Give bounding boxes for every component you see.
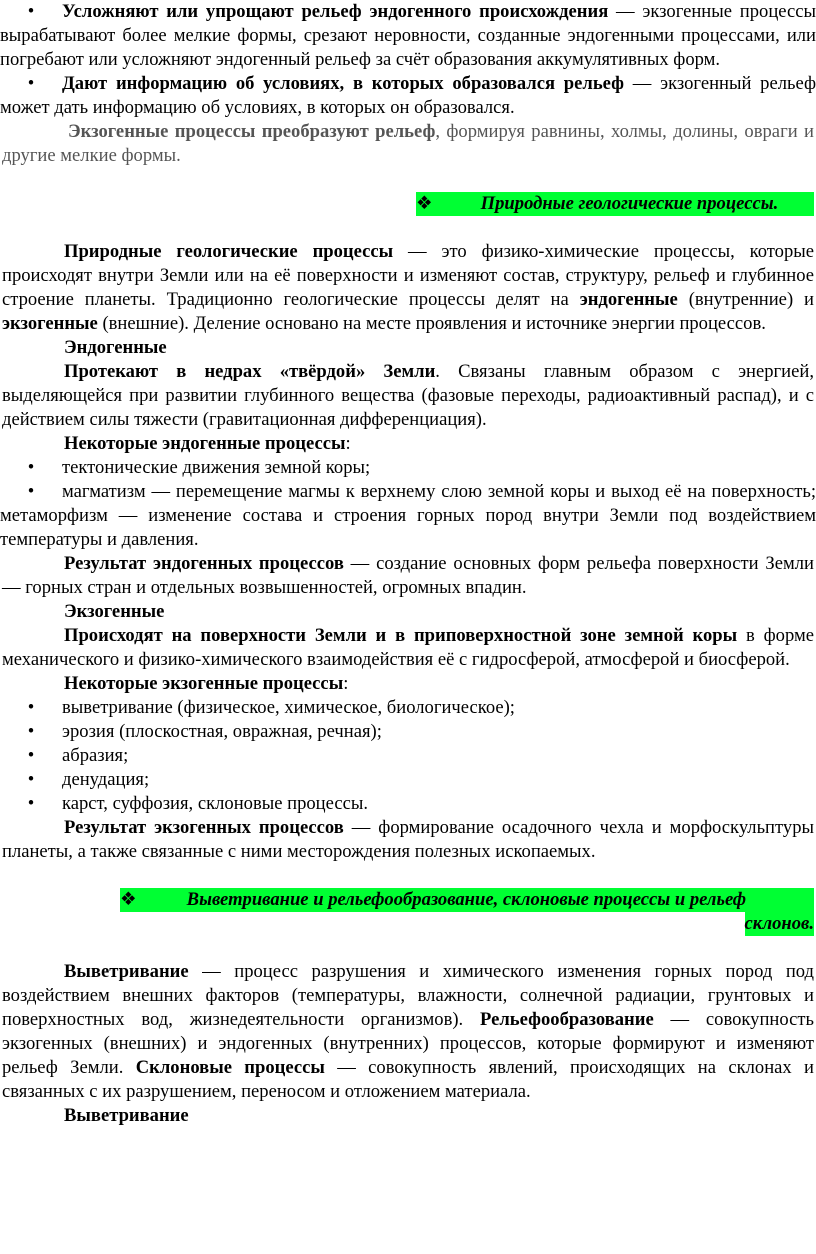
bold-lead: Экзогенные процессы преобразуют рельеф bbox=[68, 121, 436, 142]
list-item bbox=[0, 696, 816, 720]
paragraph-text: (внутренние) и bbox=[677, 289, 814, 310]
paragraph-text: : bbox=[343, 673, 349, 694]
paragraph-text: — экзогенные процессы вырабатывают более мелкие формы, срезают неровности, созданные эндогенными процессами, или погребают или усложняют эндогенный рельеф за счёт образования аккумулятивных форм. bbox=[0, 1, 816, 70]
subheading-text: Эндогенные bbox=[64, 337, 167, 358]
paragraph-text: . Связаны главным образом с энергией, выделяющейся при развитии глубинного вещества (фазовые переходы, радиоактивный распад), и с действием силы тяжести (гравитационная дифференциация). bbox=[2, 361, 814, 430]
paragraph-text: — экзогенный рельеф может дать информацию об условиях, в которых он образовался. bbox=[0, 73, 816, 118]
bold-lead: Некоторые эндогенные процессы bbox=[64, 433, 346, 454]
bold-term: эндогенные bbox=[579, 289, 678, 310]
bullet-dot-icon: • bbox=[27, 481, 35, 502]
endogenous-list-title bbox=[0, 432, 816, 456]
bullet-paragraph bbox=[0, 0, 816, 72]
heading-text: Природные геологические процессы. bbox=[480, 193, 779, 214]
grey-paragraph bbox=[0, 120, 816, 168]
paragraph-text: в форме механического и физико-химического взаимодействия её с гидросферой, атмосферой и биосферой. bbox=[2, 625, 814, 670]
list-item bbox=[0, 456, 816, 480]
section-heading bbox=[0, 888, 816, 936]
list-item-text: магматизм — перемещение магмы к верхнему слою земной коры и выход её на поверхность; метаморфизм — изменение состава и строения горных пород внутри Земли под воздействием температуры и давления. bbox=[0, 481, 816, 550]
bullet-dot-icon: • bbox=[27, 1, 35, 22]
exogenous-list-title bbox=[0, 672, 816, 696]
list-item-text: тектонические движения земной коры; bbox=[62, 457, 371, 478]
list-item-text: абразия; bbox=[62, 745, 129, 766]
paragraph-text: — процесс разрушения и химического изменения горных пород под воздействием внешних факторов (температуры, влажности, солнечной радиации, грунтовых и поверхностных вод, жизнедеятельности организмов). bbox=[2, 961, 814, 1030]
paragraph-text: — совокупность явлений, происходящих на склонах и связанных с их разрушением, переносом и отложением материала. bbox=[2, 1057, 814, 1102]
paragraph-text: , формируя равнины, холмы, долины, овраги и другие мелкие формы. bbox=[2, 121, 814, 166]
exogenous-result bbox=[0, 816, 816, 864]
heading-text: Выветривание и рельефообразование, склоновые процессы и рельеф bbox=[186, 889, 747, 910]
list-item bbox=[0, 744, 816, 768]
bold-term: Выветривание bbox=[64, 961, 189, 982]
bold-term: Природные геологические процессы bbox=[64, 241, 394, 262]
subheading-text: Экзогенные bbox=[64, 601, 165, 622]
diamond-bullet-icon: ❖ bbox=[120, 889, 137, 910]
bold-lead: Дают информацию об условиях, в которых образовался рельеф bbox=[62, 73, 625, 94]
bold-term: Рельефообразование bbox=[480, 1009, 654, 1030]
subheading-endogenous bbox=[0, 336, 816, 360]
paragraph-text: — это физико-химические процессы, которые происходят внутри Земли или на её поверхности и изменяют состав, структуру, рельеф и глубинное строение планеты. Традиционно геологические процессы делят на bbox=[2, 241, 814, 310]
exogenous-paragraph bbox=[0, 624, 816, 672]
paragraph-text: (внешние). Деление основано на месте проявления и источнике энергии процессов. bbox=[97, 313, 766, 334]
list-item bbox=[0, 720, 816, 744]
paragraph-text: — формирование осадочного чехла и морфоскульптуры планеты, а также связанные с ними месторождения полезных ископаемых. bbox=[2, 817, 814, 862]
list-item bbox=[0, 480, 816, 552]
section-heading bbox=[0, 192, 816, 216]
intro-paragraph bbox=[0, 240, 816, 336]
heading-highlight bbox=[416, 192, 814, 216]
subheading-exogenous bbox=[0, 600, 816, 624]
paragraph-text: — создание основных форм рельефа поверхности Земли — горных стран и отдельных возвышенностей, огромных впадин. bbox=[2, 553, 814, 598]
diamond-bullet-icon: ❖ bbox=[416, 193, 433, 214]
paragraph-text: : bbox=[345, 433, 351, 454]
list-item-text: денудация; bbox=[62, 769, 150, 790]
bullet-dot-icon: • bbox=[27, 745, 35, 766]
paragraph-text: — совокупность экзогенных (внешних) и эндогенных (внутренних) процессов, которые формируют и изменяют рельеф Земли. bbox=[2, 1009, 814, 1078]
subheading-text: Выветривание bbox=[64, 1105, 189, 1126]
bullet-paragraph bbox=[0, 72, 816, 120]
weathering-paragraph bbox=[0, 960, 816, 1104]
list-item-text: карст, суффозия, склоновые процессы. bbox=[62, 793, 368, 814]
bullet-dot-icon: • bbox=[27, 769, 35, 790]
bold-term: экзогенные bbox=[2, 313, 98, 334]
bullet-dot-icon: • bbox=[27, 73, 35, 94]
bold-lead: Некоторые экзогенные процессы bbox=[64, 673, 344, 694]
bold-lead: Происходят на поверхности Земли и в приповерхностной зоне земной коры bbox=[64, 625, 738, 646]
list-item-text: эрозия (плоскостная, овражная, речная); bbox=[62, 721, 382, 742]
endogenous-result bbox=[0, 552, 816, 600]
bullet-dot-icon: • bbox=[27, 457, 35, 478]
heading-highlight-line2: склонов. bbox=[744, 913, 814, 934]
bold-lead: Результат экзогенных процессов bbox=[64, 817, 344, 838]
bold-lead: Протекают в недрах «твёрдой» Земли bbox=[64, 361, 436, 382]
bold-lead: Результат эндогенных процессов bbox=[64, 553, 344, 574]
subheading-weathering bbox=[0, 1104, 816, 1128]
list-item bbox=[0, 792, 816, 816]
bullet-dot-icon: • bbox=[27, 697, 35, 718]
bullet-dot-icon: • bbox=[27, 721, 35, 742]
list-item-text: выветривание (физическое, химическое, биологическое); bbox=[62, 697, 515, 718]
list-item bbox=[0, 768, 816, 792]
bold-term: Склоновые процессы bbox=[135, 1057, 325, 1078]
bold-lead: Усложняют или упрощают рельеф эндогенного происхождения bbox=[62, 1, 609, 22]
endogenous-paragraph bbox=[0, 360, 816, 432]
bullet-dot-icon: • bbox=[27, 793, 35, 814]
heading-highlight-line1 bbox=[120, 888, 814, 912]
